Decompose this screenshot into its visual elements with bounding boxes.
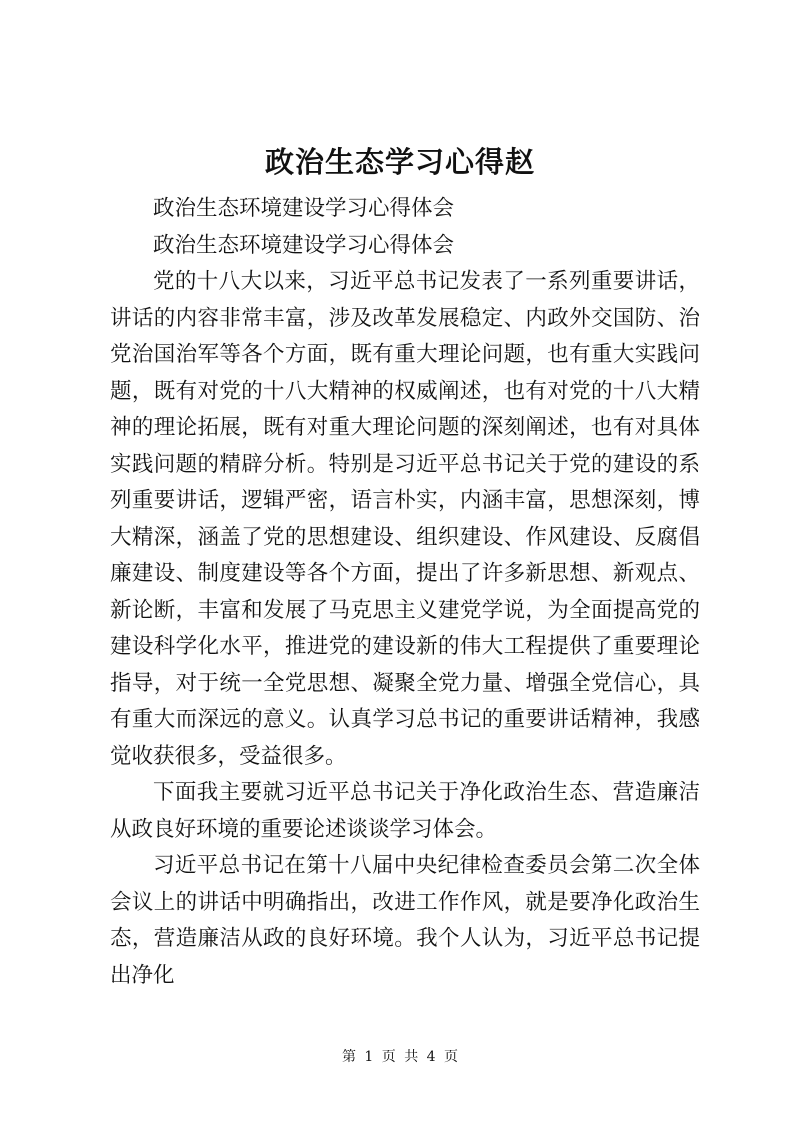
- document-title: 政治生态学习心得赵: [264, 145, 535, 179]
- paragraph-body-2: 下面我主要就习近平总书记关于净化政治生态、营造廉洁从政良好环境的重要论述谈谈学习体会。: [110, 780, 700, 842]
- page-number-footer: 第 1 页 共 4 页: [341, 1049, 459, 1065]
- paragraph-body-1: 党的十八大以来，习近平总书记发表了一系列重要讲话，讲话的内容非常丰富，涉及改革发展稳定、内政外交国防、治党治国治军等各个方面，既有重大理论问题，也有重大实践问题，既有对党的十八大精神的权威阐述，也有对党的十八大精神的理论拓展，既有对重大理论问题的深刻阐述，也有对具体实践问题的精辟分析。特别是习近平总书记关于党的建设的系列重要讲话，逻辑严密，语言朴实，内涵丰富，思想深刻，博大精深，涵盖了党的思想建设、组织建设、作风建设、反腐倡廉建设、制度建设等各个方面，提出了许多新思想、新观点、新论断，丰富和发展了马克思主义建党学说，为全面提高党的建设科学化水平，推进党的建设新的伟大工程提供了重要理论指导，对于统一全党思想、凝聚全党力量、增强全党信心，具有重大而深远的意义。认真学习总书记的重要讲话精神，我感觉收获很多，受益很多。: [110, 269, 700, 769]
- paragraph-subtitle-2: 政治生态环境建设学习心得体会: [153, 232, 455, 258]
- paragraph-body-3: 习近平总书记在第十八届中央纪律检查委员会第二次全体会议上的讲话中明确指出，改进工作作风，就是要净化政治生态，营造廉洁从政的良好环境。我个人认为，习近平总书记提出净化: [110, 853, 700, 988]
- document-body: [110, 191, 700, 994]
- paragraph-subtitle-1: 政治生态环境建设学习心得体会: [153, 196, 455, 221]
